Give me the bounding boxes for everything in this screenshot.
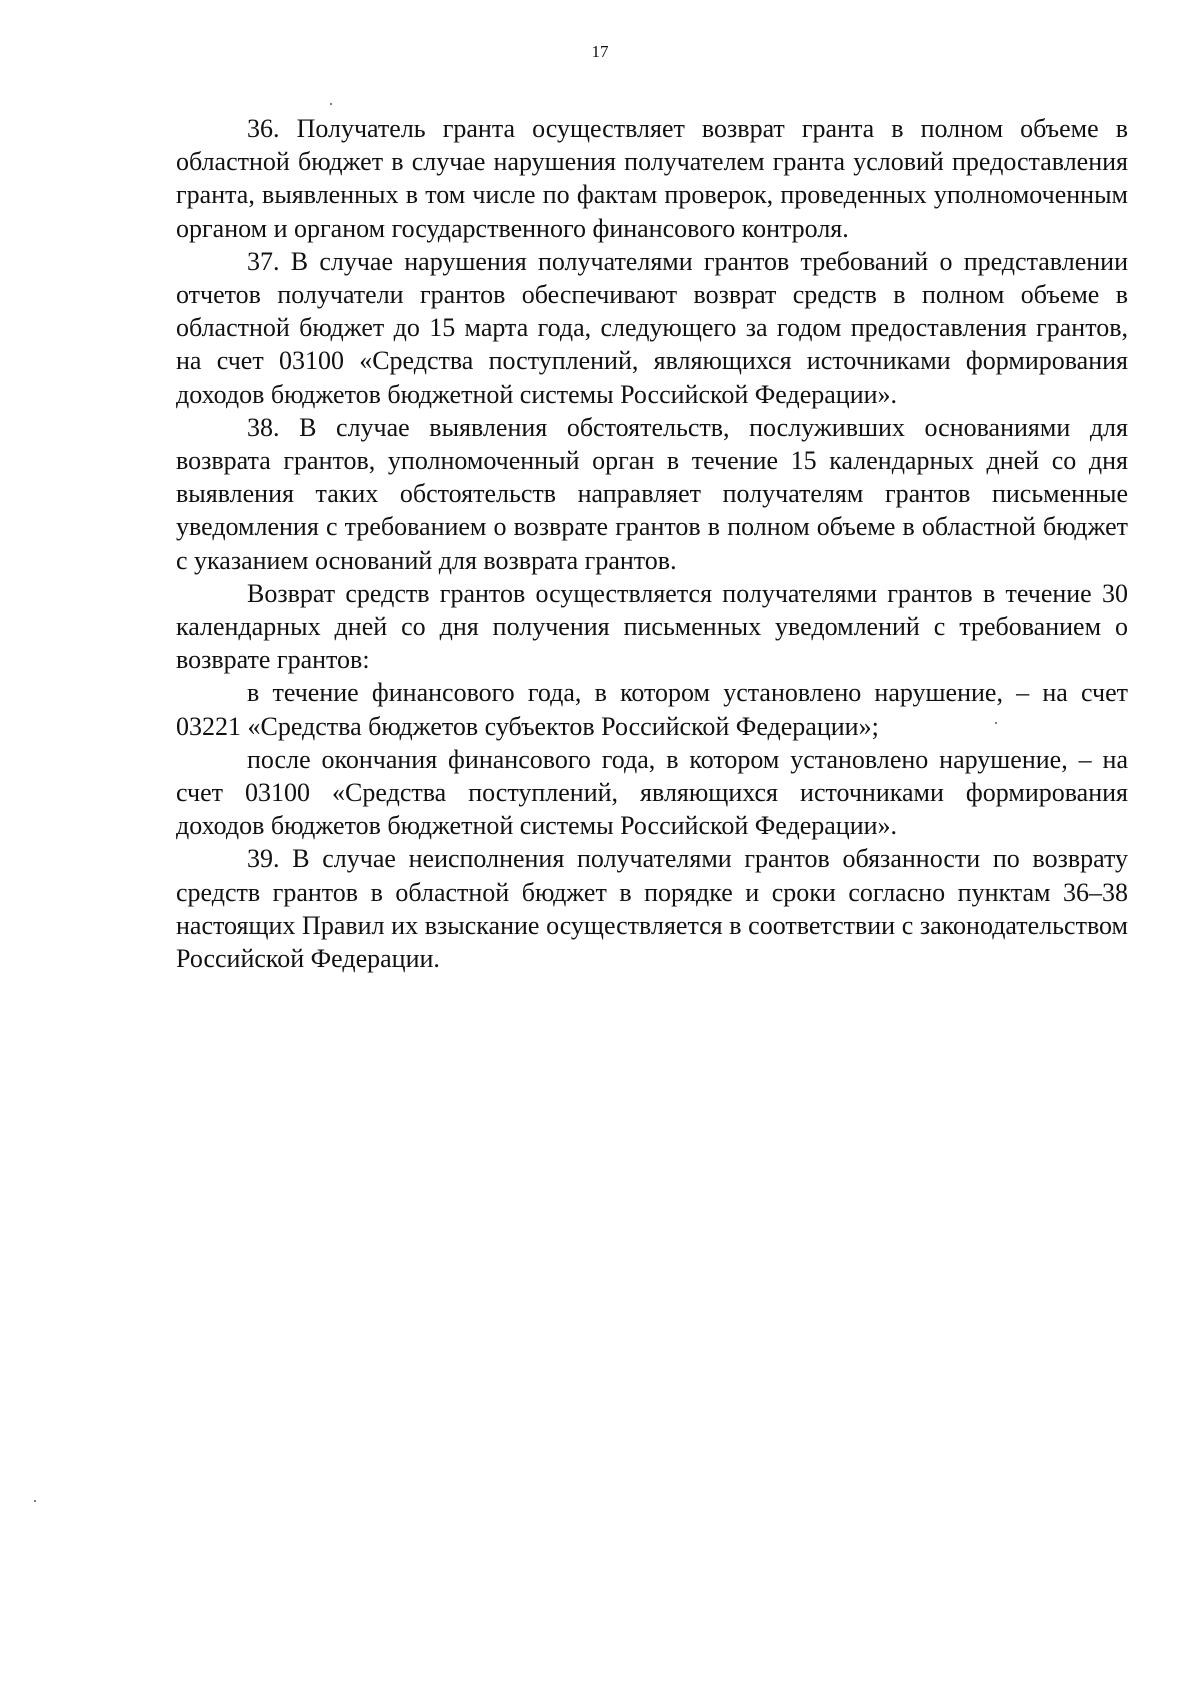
- paragraph-refund-after-year: после окончания финансового года, в котором установлено нарушение, – на счет 03100 «Средства поступлений, являющихся источниками формирования доходов бюджетов бюджетной системы Российской Федерации».: [176, 744, 1128, 841]
- scan-speck: [330, 103, 332, 105]
- paragraph-36: 36. Получатель гранта осуществляет возврат гранта в полном объеме в областной бюджет в случае нарушения получателем гранта условий предоставления гранта, выявленных в том числе по фактам проверок, проведенных уполномоченным органом и органом государственного финансового контроля.: [176, 114, 1128, 243]
- paragraph-38: 38. В случае выявления обстоятельств, послуживших основаниями для возврата грантов, уполномоченный орган в течение 15 календарных дней со дня выявления таких обстоятельств направляет получателям грантов письменные уведомления с требованием о возврате грантов в полном объеме в областной бюджет с указанием оснований для возврата грантов.: [176, 412, 1128, 575]
- paragraph-refund-current-year: в течение финансового года, в котором установлено нарушение, – на счет 03221 «Средства бюджетов субъектов Российской Федерации»;: [176, 678, 1128, 741]
- paragraph-37: 37. В случае нарушения получателями грантов требований о представлении отчетов получатели грантов обеспечивают возврат средств в полном объеме в областной бюджет до 15 марта года, следующего за годом предоставления грантов, на счет 03100 «Средства поступлений, являющихся источниками формирования доходов бюджетов бюджетной системы Российской Федерации».: [176, 246, 1128, 409]
- page-number: 17: [591, 42, 609, 61]
- paragraph-39: 39. В случае неисполнения получателями грантов обязанности по возврату средств грантов в областной бюджет в порядке и сроки согласно пунктам 36–38 настоящих Правил их взыскание осуществляется в соответствии с законодательством Российской Федерации.: [176, 844, 1128, 974]
- scan-speck: [34, 1500, 36, 1502]
- document-body: [176, 112, 1128, 975]
- paragraph-refund-terms: Возврат средств грантов осуществляется получателями грантов в течение 30 календарных дней со дня получения письменных уведомлений с требованием о возврате грантов:: [176, 578, 1128, 675]
- scan-speck: [995, 722, 997, 724]
